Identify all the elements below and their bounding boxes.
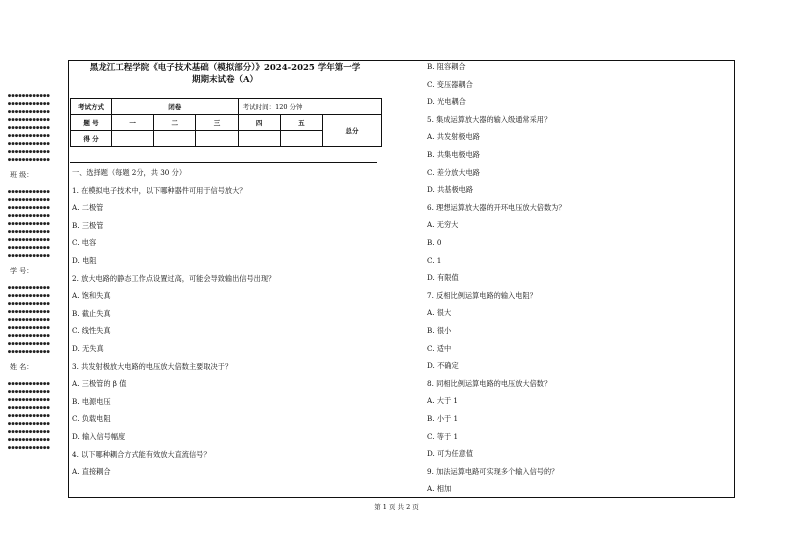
answer-option: D. 无失真 (72, 344, 104, 353)
answer-option: A. 饱和失真 (72, 291, 111, 301)
answer-option: A. 大于 1 (427, 396, 458, 406)
answer-option: C. 等于 1 (427, 431, 459, 441)
score-cell-1 (112, 131, 154, 147)
question-no-2: 二 (154, 115, 196, 131)
answer-option: C. 电容 (72, 238, 97, 248)
answer-option: B. 0 (427, 238, 442, 247)
answer-option: A. 相加 (427, 484, 452, 494)
question-text: 4. 以下哪种耦合方式能有效放大直流信号？ (72, 449, 211, 459)
answer-option: A. 二极管 (72, 203, 104, 213)
answer-option: A. 共发射极电路 (427, 132, 480, 142)
answer-option: D. 输入信号幅度 (72, 432, 126, 441)
score-table (70, 98, 382, 147)
question-no-4: 四 (238, 115, 280, 131)
binding-strip (8, 92, 60, 452)
answer-option: C. 差分放大电路 (427, 167, 480, 177)
answer-option: A. 直接耦合 (72, 467, 111, 477)
question-text: 8. 同相比例运算电路的电压放大倍数？ (427, 378, 552, 388)
answer-option: B. 很小 (427, 326, 452, 335)
exam-title (70, 62, 380, 86)
exam-mode-value: 闭卷 (112, 99, 239, 115)
question-no-5: 五 (280, 115, 322, 131)
exam-mode-label: 考试方式 (71, 99, 112, 115)
answer-option: C. 1 (427, 255, 442, 265)
answer-option: D. 电阻 (72, 256, 97, 265)
name-label: 姓 名： (10, 363, 34, 371)
total-label: 总分 (323, 115, 382, 147)
score-cell-5 (280, 131, 322, 147)
answer-option: C. 适中 (427, 343, 452, 353)
score-cell-3 (196, 131, 238, 147)
question-text: 9. 加法运算电路可实现多个输入信号的？ (427, 466, 559, 476)
answer-option: D. 共基极电路 (427, 185, 474, 195)
answer-option: D. 不确定 (427, 361, 459, 371)
binding-dots: ●●●●●●●●●●●● ●●●●●●●●●●●● ●●●●●●●●●●●● ●●●●●●●●●●●● ●●●●●●●●●●●● ●●●●●●●●●●●● ●●●●●●●●●●●● ●●●●●●●●●●●● ●●●●●●●●●●●● (8, 93, 51, 163)
question-text: 5. 集成运算放大器的输入级通常采用？ (427, 114, 552, 124)
question-text: 一、选择题（每题 2分，共 30 分） (72, 168, 187, 177)
question-no-1: 一 (112, 115, 154, 131)
score-label: 得 分 (71, 131, 112, 147)
question-text: 1. 在模拟电子技术中，以下哪种器件可用于信号放大？ (72, 185, 247, 195)
page-footer: 第 1 页 共 2 页 (374, 503, 419, 511)
answer-option: D. 光电耦合 (427, 97, 466, 107)
question-text: 3. 共发射极放大电路的电压放大倍数主要取决于？ (72, 361, 233, 371)
binding-dots: ●●●●●●●●●●●● ●●●●●●●●●●●● ●●●●●●●●●●●● ●●●●●●●●●●●● ●●●●●●●●●●●● ●●●●●●●●●●●● ●●●●●●●●●●●● ●●●●●●●●●●●● ●●●●●●●●●●●● (8, 189, 51, 259)
title-line-1: 黑龙江工程学院《电子技术基础（模拟部分）》2024-2025 学年第一学 (89, 63, 361, 73)
answer-option: D. 可为任意值 (427, 449, 474, 459)
binding-dots: ●●●●●●●●●●●● ●●●●●●●●●●●● ●●●●●●●●●●●● ●●●●●●●●●●●● ●●●●●●●●●●●● ●●●●●●●●●●●● ●●●●●●●●●●●● ●●●●●●●●●●●● ●●●●●●●●●●●● (8, 285, 51, 355)
section-divider (70, 162, 377, 163)
class-label: 班 级： (10, 171, 34, 179)
answer-option: A. 三极管的 β 值 (72, 379, 127, 389)
question-no-3: 三 (196, 115, 238, 131)
student-id-label: 学 号： (10, 267, 34, 275)
answer-option: B. 电源电压 (72, 396, 111, 406)
answer-option: B. 小于 1 (427, 414, 459, 423)
answer-option: C. 线性失真 (72, 326, 111, 336)
answer-option: B. 共集电极电路 (427, 150, 480, 159)
question-text: 6. 理想运算放大器的开环电压放大倍数为？ (427, 202, 566, 212)
answer-option: B. 截止失真 (72, 308, 111, 318)
answer-option: D. 有限值 (427, 273, 459, 283)
answer-option: C. 变压器耦合 (427, 79, 473, 89)
title-line-2: 期期末试卷（A） (191, 75, 259, 85)
answer-option: A. 无穷大 (427, 220, 459, 230)
binding-dots: ●●●●●●●●●●●● ●●●●●●●●●●●● ●●●●●●●●●●●● ●●●●●●●●●●●● ●●●●●●●●●●●● ●●●●●●●●●●●● ●●●●●●●●●●●● ●●●●●●●●●●●● ●●●●●●●●●●●● (8, 381, 51, 451)
question-text: 7. 反相比例运算电路的输入电阻？ (427, 290, 537, 300)
question-text: 2. 放大电路的静态工作点设置过高，可能会导致输出信号出现？ (72, 273, 276, 283)
answer-option: B. 三极管 (72, 220, 104, 230)
answer-option: A. 很大 (427, 308, 452, 318)
answer-option: C. 负载电阻 (72, 414, 111, 424)
exam-time: 考试时间：120 分钟 (238, 99, 381, 115)
score-cell-4 (238, 131, 280, 147)
question-no-label: 题 号 (71, 115, 112, 131)
answer-option: B. 阻容耦合 (427, 62, 466, 71)
score-cell-2 (154, 131, 196, 147)
